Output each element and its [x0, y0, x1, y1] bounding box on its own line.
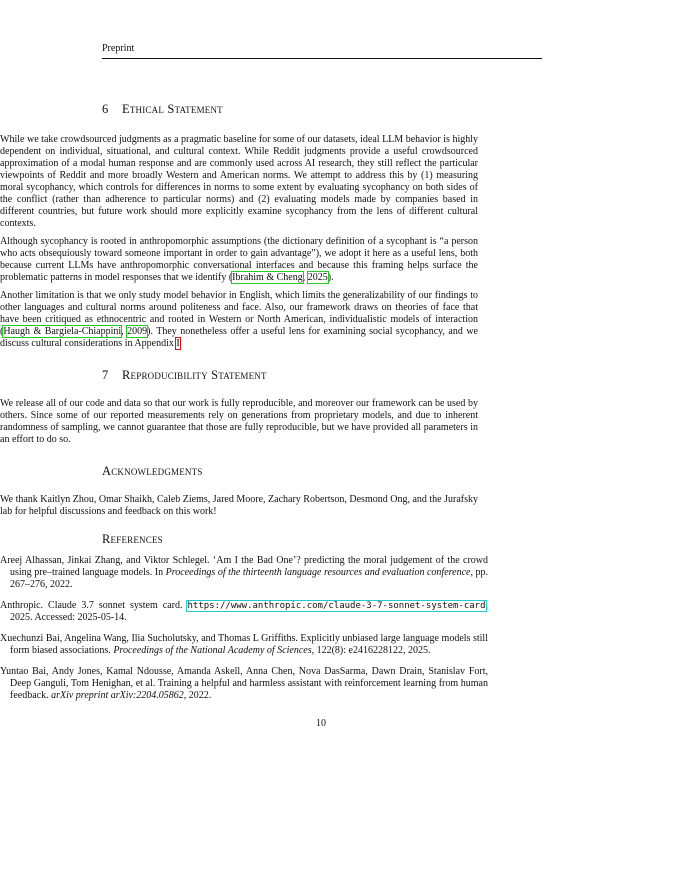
- section-number: 7: [102, 368, 109, 382]
- paragraph: Another limitation is that we only study model behavior in English, which limits the generalizability of our findings to other languages and cultural norms around politeness and face. Also, our framework draws on theories of face that have been critiqued as ethnocentric and rooted in Western or North American, individualistic models of interaction (Haugh & Bargiela-Chiappini, 2009). They nonetheless offer a useful lens for examining social sycophancy, and we discuss cultural considerations in Appendix I: [0, 290, 478, 349]
- acknowledgments-heading: Acknowledgments: [102, 464, 203, 478]
- section-title: Ethical Statement: [122, 102, 223, 116]
- text: , pp. 267–276, 2022.: [10, 567, 488, 590]
- reference-item: [0, 633, 488, 657]
- citation-year-link[interactable]: 2009: [127, 326, 148, 337]
- text: Areej Alhassan, Jinkai Zhang, and Viktor Schlegel. ‘Am I the Bad One’? predicting the moral judgement of the crowd using pre–trained language models. In: [0, 555, 488, 578]
- text: , 122(8): e2416228122, 2025.: [311, 645, 431, 656]
- venue: Proceedings of the thirteenth language resources and evaluation conference: [165, 567, 471, 578]
- text: Yuntao Bai, Andy Jones, Kamal Ndousse, Amanda Askell, Anna Chen, Nova DasSarma, Dawn Drain, Stanislav Fort, Deep Ganguli, Tom Henighan, et al. Training a helpful and harmless assistant with reinforcement learning from human feedback.: [0, 666, 488, 701]
- paragraph: We release all of our code and data so that our work is fully reproducible, and moreover our framework can be used by others. Since some of our reported measurements rely on generations from proprietary models, and due to inherent randomness of sampling, we cannot guarantee that those are fully reproducible, but we have provided all parameters in an effort to do so.: [0, 398, 478, 445]
- acknowledgments-text: We thank Kaitlyn Zhou, Omar Shaikh, Caleb Ziems, Jared Moore, Zachary Robertson, Desmond Ong, and the Jurafsky lab for helpful discussions and feedback on this work!: [0, 494, 478, 517]
- text: , 2022.: [183, 690, 212, 701]
- section-title: Reproducibility Statement: [122, 368, 267, 382]
- reference-item: [0, 666, 488, 702]
- text: ).: [327, 272, 334, 283]
- section-heading-6: [102, 102, 580, 117]
- paragraph: While we take crowdsourced judgments as a pragmatic baseline for some of our datasets, ideal LLM behavior is highly dependent on individual, situational, and cultural context. While Reddit judgments provide a useful crowdsourced approximation of a modal human response and are commonly used across AI research, they still reflect the particular viewpoints of Reddit and more broadly Western and American norms. We attempt to address this by (1) measuring moral sycophancy, which controls for differences in norms to some extent by evaluating sycophancy on both sides of the conflict (rather than adherence to particular norms) and (2) evaluating models made by companies based in different countries, but future work should more explicitly examine sycophancy from the lens of different cultural contexts.: [0, 134, 478, 229]
- header-rule: [102, 58, 542, 59]
- section-heading-7: [102, 368, 580, 383]
- citation-year-link[interactable]: 2025: [307, 272, 328, 283]
- text: Xuechunzi Bai, Angelina Wang, Ilia Sucholutsky, and Thomas L Griffiths. Explicitly unbiased large language models still form biased associations.: [0, 633, 488, 656]
- citation-link[interactable]: Ibrahim & Cheng: [232, 272, 303, 283]
- running-header: [102, 43, 542, 59]
- running-title: Preprint: [102, 43, 135, 54]
- text: , 2025. Accessed: 2025-05-14.: [10, 600, 488, 623]
- reference-item: [0, 600, 488, 624]
- appendix-link[interactable]: I: [176, 338, 180, 349]
- venue: Proceedings of the National Academy of Sciences: [113, 645, 312, 656]
- venue: arXiv preprint arXiv:2204.05862: [51, 690, 184, 701]
- url-link[interactable]: https://www.anthropic.com/claude-3-7-sonnet-system-card: [187, 601, 486, 611]
- references-heading: References: [102, 532, 163, 546]
- text: Although sycophancy is rooted in anthropomorphic assumptions (the dictionary definition of a sycophant is “a person who acts obsequiously toward someone important in order to gain advantage”), we adopt it here as a useful lens, both because current LLMs have anthropomorphic conversational interfaces and because this framing helps surface the problematic patterns in model responses that we identify (: [0, 236, 478, 283]
- text: ). They nonetheless offer a useful lens for examining social sycophancy, and we discuss cultural considerations in Appendix: [0, 326, 478, 349]
- paragraph: Although sycophancy is rooted in anthropomorphic assumptions (the dictionary definition of a sycophant is “a person who acts obsequiously toward someone important in order to gain advantage”), we adopt it here as a useful lens, both because current LLMs have anthropomorphic conversational interfaces and because this framing helps surface the problematic patterns in model responses that we identify (Ibrahim & Cheng, 2025).: [0, 236, 478, 283]
- citation-link[interactable]: Haugh & Bargiela-Chiappini: [3, 326, 122, 337]
- text: Anthropic. Claude 3.7 sonnet system card.: [0, 600, 188, 611]
- page-number: 10: [316, 718, 326, 729]
- text: Another limitation is that we only study model behavior in English, which limits the generalizability of our findings to other languages and cultural norms around politeness and face. Also, our framework draws on theories of face that have been critiqued as ethnocentric and rooted in Western or North American, individualistic models of interaction (: [0, 290, 478, 337]
- section-number: 6: [102, 102, 109, 116]
- reference-item: [0, 555, 488, 591]
